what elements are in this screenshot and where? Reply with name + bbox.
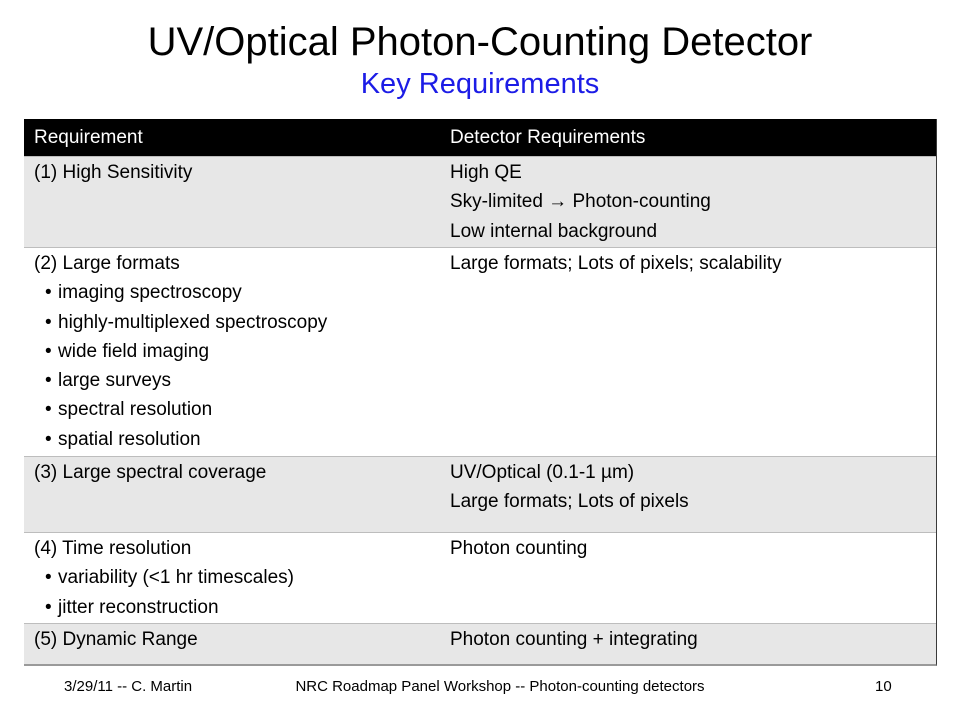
table-row xyxy=(24,156,936,247)
bullet-item: • spatial resolution xyxy=(34,425,442,454)
detail-line: UV/Optical (0.1-1 µm) xyxy=(450,462,635,483)
slide-title: UV/Optical Photon-Counting Detector xyxy=(147,20,813,64)
bullet-item: • imaging spectroscopy xyxy=(34,278,442,307)
detail-line: Large formats; Lots of pixels; scalability xyxy=(450,253,782,274)
detail-line: Large formats; Lots of pixels xyxy=(450,491,689,513)
slide-subtitle: Key Requirements xyxy=(360,68,600,100)
requirement-cell xyxy=(24,248,442,456)
requirement-text: (1) High Sensitivity xyxy=(34,162,193,183)
header-detector-requirements: Detector Requirements xyxy=(450,127,646,148)
detector-requirements-cell xyxy=(442,624,936,664)
table-row xyxy=(24,623,936,664)
requirement-text: (5) Dynamic Range xyxy=(34,629,198,650)
requirements-table xyxy=(24,119,937,666)
detail-line: Photon counting + integrating xyxy=(450,629,698,650)
bullet-item: • wide field imaging xyxy=(34,337,442,366)
bullet-item: • spectral resolution xyxy=(34,395,442,424)
requirement-cell xyxy=(24,533,442,623)
detector-requirements-cell xyxy=(442,533,936,623)
detector-requirements-cell xyxy=(442,157,936,247)
requirement-cell xyxy=(24,157,442,247)
detail-line: High QE xyxy=(450,162,522,183)
table-row xyxy=(24,532,936,623)
bullet-list xyxy=(34,278,442,454)
header-requirement: Requirement xyxy=(34,127,143,148)
bullet-list xyxy=(34,563,442,622)
table-header-row xyxy=(24,119,936,156)
table-row xyxy=(24,247,936,456)
footer-event: NRC Roadmap Panel Workshop -- Photon-counting detectors xyxy=(295,678,705,695)
detail-line: Low internal background xyxy=(450,220,658,242)
detector-requirements-cell xyxy=(442,248,936,456)
requirement-text: (4) Time resolution xyxy=(34,538,192,559)
requirement-cell xyxy=(24,624,442,664)
bullet-item: • jitter reconstruction xyxy=(34,593,442,622)
detail-line: Sky-limited → Photon-counting xyxy=(450,191,711,213)
bullet-item: • highly-multiplexed spectroscopy xyxy=(34,308,442,337)
bullet-item: • large surveys xyxy=(34,366,442,395)
footer-page-number: 10 xyxy=(875,678,892,695)
table-row xyxy=(24,456,936,532)
requirement-text: (3) Large spectral coverage xyxy=(34,462,267,483)
bullet-item: • variability (<1 hr timescales) xyxy=(34,563,442,592)
requirement-cell xyxy=(24,457,442,532)
detail-line: Photon counting xyxy=(450,538,588,559)
requirement-text: (2) Large formats xyxy=(34,253,180,274)
footer-date-author: 3/29/11 -- C. Martin xyxy=(64,678,193,695)
detector-requirements-cell xyxy=(442,457,936,532)
